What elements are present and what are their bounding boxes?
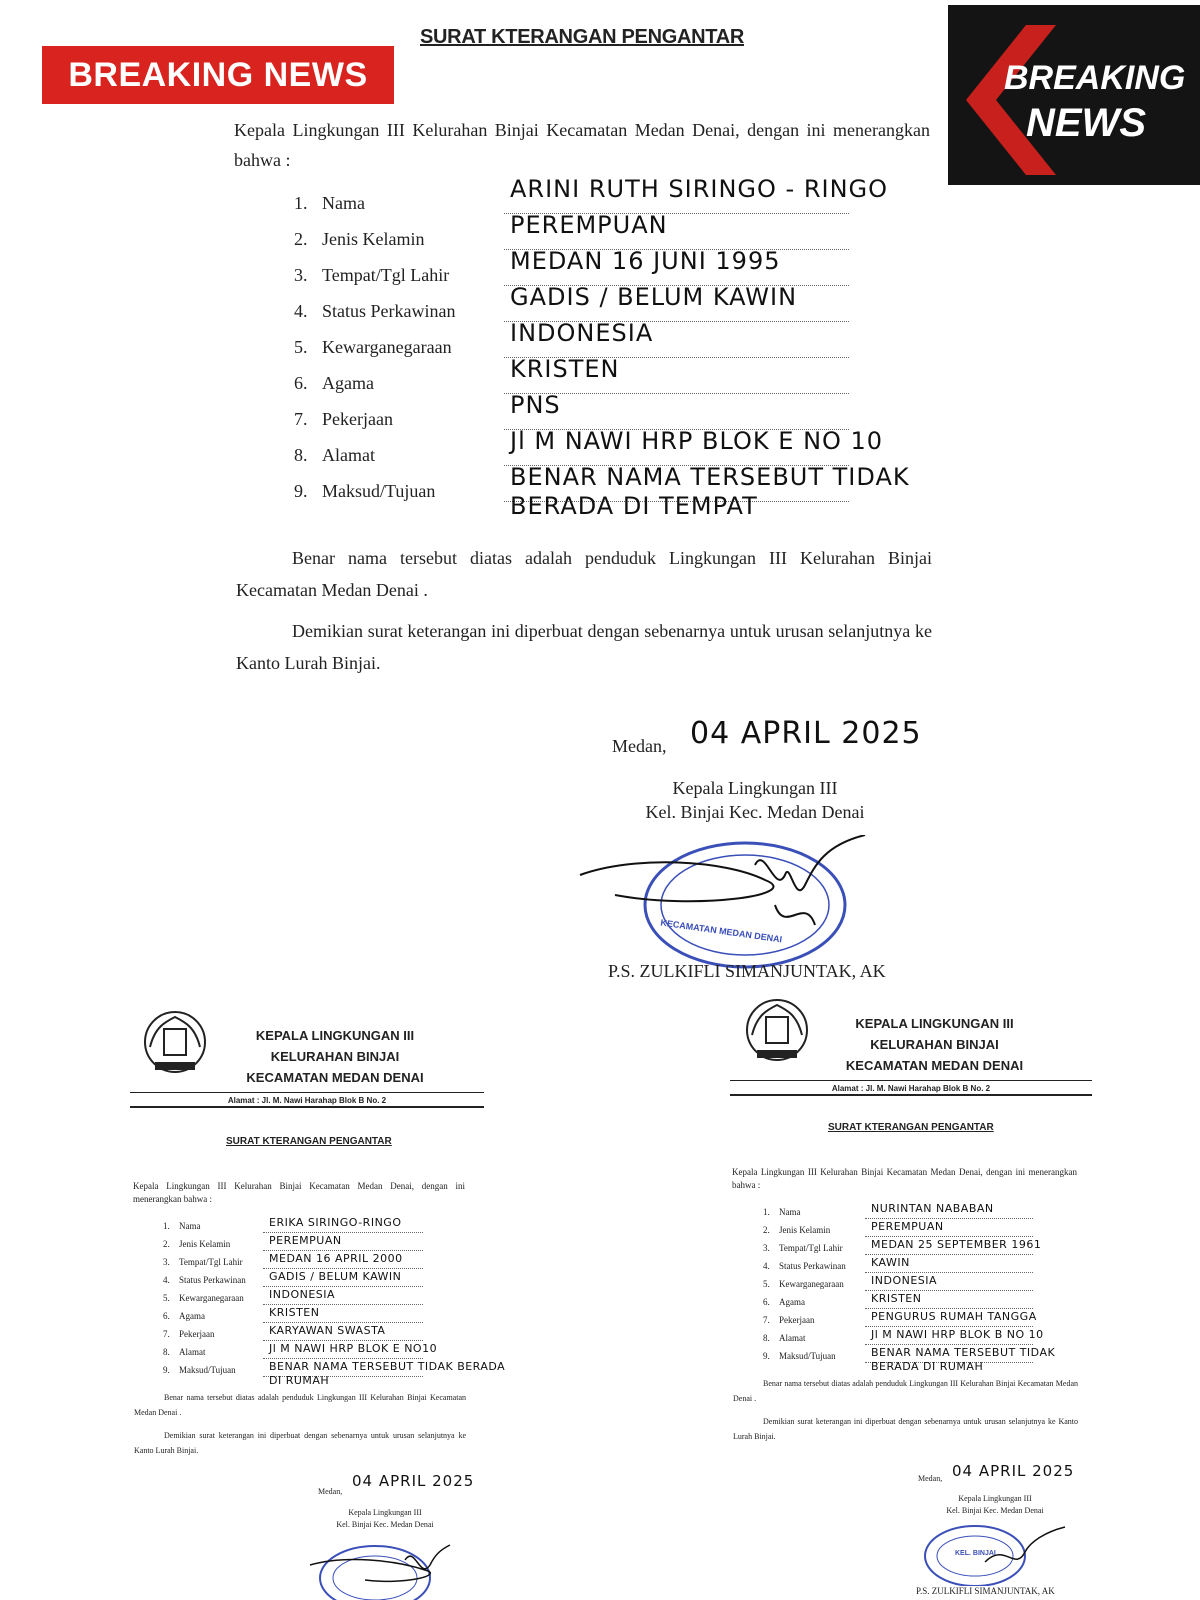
field-label: Pekerjaan: [179, 1329, 215, 1339]
field-number: 7.: [763, 1315, 770, 1325]
field-number: 9.: [163, 1365, 170, 1375]
field-dotted-line: [865, 1236, 1033, 1237]
field-value: GADIS / BELUM KAWIN: [269, 1270, 402, 1283]
field-number: 3.: [294, 265, 308, 285]
field-dotted-line: [263, 1286, 423, 1287]
field-value: PEREMPUAN: [871, 1220, 944, 1233]
field-number: 8.: [163, 1347, 170, 1357]
field-label: Alamat: [322, 445, 375, 465]
field-dotted-line: [263, 1268, 423, 1269]
field-number: 5.: [163, 1293, 170, 1303]
main-letter-intro: Kepala Lingkungan III Kelurahan Binjai Kecamatan Medan Denai, dengan ini menerangkan bahwa :: [234, 120, 930, 170]
chevron-logo-icon: [966, 25, 1056, 175]
field-label: Agama: [779, 1297, 805, 1307]
field-value: PEREMPUAN: [510, 211, 668, 239]
field-number: 2.: [163, 1239, 170, 1249]
left-letter-rule-top: [130, 1092, 484, 1093]
left-letter-intro: Kepala Lingkungan III Kelurahan Binjai Kecamatan Medan Denai, dengan ini menerangkan bahwa :: [133, 1181, 465, 1204]
field-label: Kewarganegaraan: [779, 1279, 844, 1289]
field-number: 4.: [763, 1261, 770, 1271]
field-label: Pekerjaan: [322, 409, 393, 429]
field-dotted-line: [865, 1308, 1033, 1309]
field-label: Jenis Kelamin: [322, 229, 425, 249]
right-letter-role-1: Kepala Lingkungan III: [958, 1494, 1032, 1503]
field-label: Tempat/Tgl Lahir: [322, 265, 450, 285]
main-letter-date: 04 APRIL 2025: [690, 716, 922, 751]
field-dotted-line: [865, 1290, 1033, 1291]
right-letter-title: SURAT KTERANGAN PENGANTAR: [828, 1122, 994, 1133]
field-number: 8.: [294, 445, 308, 465]
field-label: Nama: [179, 1221, 201, 1231]
field-label: Alamat: [179, 1347, 206, 1357]
right-stamp-text: KEL. BINJAI: [955, 1550, 996, 1557]
right-letter-para1: Benar nama tersebut diatas adalah penduduk Lingkungan III Kelurahan Binjai Kecamatan Medan Denai .: [733, 1379, 1078, 1403]
field-value-line2: BERADA DI RUMAH: [871, 1360, 984, 1374]
left-letter-role-2: Kel. Binjai Kec. Medan Denai: [336, 1520, 434, 1529]
field-dotted-line: [865, 1218, 1033, 1219]
stamp-inner-ring: [661, 855, 829, 955]
left-letter-rule-bottom: [130, 1106, 484, 1108]
main-letter-title: SURAT KTERANGAN PENGANTAR: [420, 26, 744, 48]
field-number: 1.: [163, 1221, 170, 1231]
field-number: 7.: [294, 409, 308, 429]
right-letter-signatory: P.S. ZULKIFLI SIMANJUNTAK, AK: [916, 1586, 1055, 1596]
left-letter-date: 04 APRIL 2025: [352, 1472, 475, 1490]
right-letter-place: Medan,: [918, 1474, 943, 1483]
field-dotted-line: [865, 1272, 1033, 1273]
field-value: KARYAWAN SWASTA: [269, 1324, 386, 1337]
field-value: GADIS / BELUM KAWIN: [510, 283, 798, 311]
main-letter-stamp-signature: [575, 835, 895, 975]
field-value: BENAR NAMA TERSEBUT TIDAK: [871, 1346, 1056, 1359]
field-dotted-line: [263, 1340, 423, 1341]
field-label: Kewarganegaraan: [179, 1293, 244, 1303]
field-label: Agama: [179, 1311, 205, 1321]
field-number: 1.: [763, 1207, 770, 1217]
left-letter-header: [225, 1025, 445, 1088]
field-value: MEDAN 16 JUNI 1995: [510, 247, 781, 275]
field-label: Maksud/Tujuan: [779, 1351, 836, 1361]
field-value: KRISTEN: [510, 355, 620, 383]
field-value: ERIKA SIRINGO-RINGO: [269, 1216, 402, 1229]
field-value: KRISTEN: [871, 1292, 922, 1305]
field-value: KAWIN: [871, 1256, 910, 1269]
field-dotted-line: [263, 1250, 423, 1251]
field-value: BENAR NAMA TERSEBUT TIDAK: [510, 463, 910, 491]
right-letter-intro: Kepala Lingkungan III Kelurahan Binjai Kecamatan Medan Denai, dengan ini menerangkan bahwa :: [732, 1167, 1077, 1190]
field-value: Jl M NAWI HRP BLOK B NO 10: [871, 1328, 1044, 1341]
field-value: INDONESIA: [269, 1288, 336, 1301]
right-letter-date: 04 APRIL 2025: [952, 1462, 1075, 1480]
field-label: Kewarganegaraan: [322, 337, 452, 357]
breaking-news-banner-left: [42, 46, 394, 104]
field-dotted-line: [263, 1232, 423, 1233]
field-number: 6.: [763, 1297, 770, 1307]
field-value-line2: BERADA DI TEMPAT: [510, 491, 758, 520]
right-header-line-2: KELURAHAN BINJAI: [870, 1037, 999, 1052]
field-number: 4.: [294, 301, 308, 321]
main-letter-role-2: Kel. Binjai Kec. Medan Denai: [645, 802, 865, 822]
field-value: PENGURUS RUMAH TANGGA: [871, 1310, 1037, 1323]
field-label: Alamat: [779, 1333, 806, 1343]
field-value: MEDAN 25 SEPTEMBER 1961: [871, 1238, 1042, 1251]
field-label: Tempat/Tgl Lahir: [779, 1243, 843, 1253]
field-label: Pekerjaan: [779, 1315, 815, 1325]
field-dotted-line: [263, 1322, 423, 1323]
field-value: Jl M NAWI HRP BLOK E NO10: [269, 1342, 438, 1355]
breaking-news-banner-right: [948, 5, 1200, 185]
right-letter-address: Alamat : Jl. M. Nawi Harahap Blok B No. 2: [831, 1084, 991, 1093]
field-label: Maksud/Tujuan: [322, 481, 436, 501]
field-dotted-line: [865, 1254, 1033, 1255]
left-letter-place: Medan,: [318, 1487, 343, 1496]
field-label: Maksud/Tujuan: [179, 1365, 236, 1375]
main-stamp-text: KECAMATAN MEDAN DENAI: [659, 917, 783, 945]
left-header-line-3: KECAMATAN MEDAN DENAI: [246, 1070, 424, 1085]
right-letter-rule-top: [730, 1080, 1092, 1081]
field-number: 1.: [294, 193, 308, 213]
signature-stroke: [580, 862, 773, 901]
left-header-line-2: KELURAHAN BINJAI: [270, 1049, 400, 1064]
left-header-line-1: KEPALA LINGKUNGAN III: [255, 1028, 415, 1043]
main-letter-para1: Benar nama tersebut diatas adalah penduduk Lingkungan III Kelurahan Binjai Kecamatan Medan Denai .: [236, 548, 932, 600]
field-label: Status Perkawinan: [179, 1275, 246, 1285]
right-letter-role-2: Kel. Binjai Kec. Medan Denai: [946, 1506, 1044, 1515]
right-header-line-3: KECAMATAN MEDAN DENAI: [845, 1058, 1024, 1073]
field-value: INDONESIA: [871, 1274, 938, 1287]
field-number: 7.: [163, 1329, 170, 1339]
left-letter-role-1: Kepala Lingkungan III: [348, 1508, 422, 1517]
right-letter-header: [822, 1013, 1047, 1076]
field-label: Agama: [322, 373, 374, 393]
left-letter-emblem-icon: [140, 1007, 210, 1077]
field-number: 4.: [163, 1275, 170, 1285]
right-letter-emblem-icon: [742, 995, 812, 1065]
field-label: Nama: [779, 1207, 801, 1217]
field-value: NURINTAN NABABAN: [871, 1202, 994, 1215]
field-value: INDONESIA: [510, 319, 654, 347]
field-label: Status Perkawinan: [779, 1261, 846, 1271]
left-letter-stamp: [305, 1540, 455, 1600]
field-value: Jl M NAWI HRP BLOK E NO 10: [510, 427, 884, 455]
field-number: 2.: [763, 1225, 770, 1235]
left-letter-para1: Benar nama tersebut diatas adalah penduduk Lingkungan III Kelurahan Binjai Kecamatan Medan Denai .: [134, 1393, 466, 1417]
field-value: BENAR NAMA TERSEBUT TIDAK BERADA: [269, 1360, 506, 1373]
main-letter-place: Medan,: [612, 736, 667, 756]
field-dotted-line: [263, 1304, 423, 1305]
field-number: 6.: [163, 1311, 170, 1321]
field-value: KRISTEN: [269, 1306, 320, 1319]
left-letter-address: Alamat : Jl. M. Nawi Harahap Blok B No. 2: [227, 1096, 387, 1105]
field-number: 2.: [294, 229, 308, 249]
field-dotted-line: [263, 1358, 423, 1359]
breaking-news-text: BREAKING NEWS: [68, 55, 368, 94]
field-label: Status Perkawinan: [322, 301, 456, 321]
field-value-line2: DI RUMAH: [269, 1374, 330, 1388]
right-letter-rule-bottom: [730, 1094, 1092, 1096]
field-label: Nama: [322, 193, 365, 213]
field-number: 9.: [294, 481, 308, 501]
left-letter-para2: Demikian surat keterangan ini diperbuat dengan sebenarnya untuk urusan selanjutnya ke Kanto Lurah Binjai.: [134, 1431, 466, 1455]
field-value: MEDAN 16 APRIL 2000: [269, 1252, 403, 1265]
field-number: 3.: [163, 1257, 170, 1267]
field-label: Jenis Kelamin: [779, 1225, 831, 1235]
field-number: 3.: [763, 1243, 770, 1253]
field-value: ARINI RUTH SIRINGO - RINGO: [510, 175, 889, 203]
field-number: 6.: [294, 373, 308, 393]
field-dotted-line: [865, 1326, 1033, 1327]
field-label: Jenis Kelamin: [179, 1239, 231, 1249]
main-letter-signatory: P.S. ZULKIFLI SIMANJUNTAK, AK: [608, 961, 886, 981]
main-letter-para2: Demikian surat keterangan ini diperbuat dengan sebenarnya untuk urusan selanjutnya ke Kanto Lurah Binjai.: [236, 621, 932, 673]
right-header-line-1: KEPALA LINGKUNGAN III: [855, 1016, 1014, 1031]
main-letter-role-1: Kepala Lingkungan III: [672, 778, 838, 798]
field-number: 8.: [763, 1333, 770, 1343]
field-label: Tempat/Tgl Lahir: [179, 1257, 243, 1267]
left-letter-title: SURAT KTERANGAN PENGANTAR: [226, 1136, 392, 1147]
field-value: PNS: [510, 391, 561, 419]
breaking-word: BREAKING: [1004, 59, 1186, 97]
field-value: PEREMPUAN: [269, 1234, 342, 1247]
field-dotted-line: [865, 1344, 1033, 1345]
field-number: 9.: [763, 1351, 770, 1361]
news-word: NEWS: [1026, 101, 1146, 145]
field-number: 5.: [294, 337, 308, 357]
right-letter-para2: Demikian surat keterangan ini diperbuat dengan sebenarnya untuk urusan selanjutnya ke Kanto Lurah Binjai.: [733, 1417, 1078, 1441]
field-number: 5.: [763, 1279, 770, 1289]
